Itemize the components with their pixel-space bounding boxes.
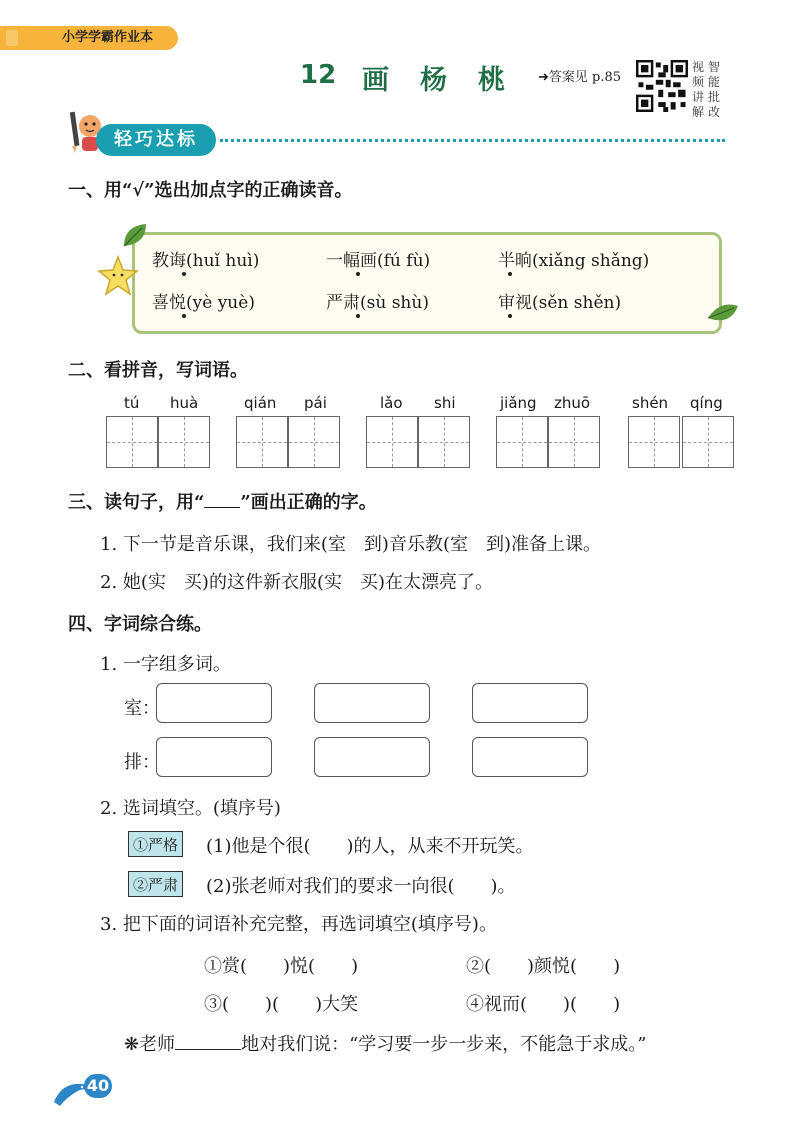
- series-tab: 小学学霸作业本: [0, 26, 178, 50]
- emphasis-dot: [182, 314, 186, 318]
- q4-part3: 3. 把下面的词语补充完整，再选词填空(填序号)。: [100, 914, 497, 935]
- pinyin-label: shén: [632, 394, 669, 412]
- q3-sentence-1: 1. 下一节是音乐课，我们来(室 到)音乐教(室 到)准备上课。: [100, 534, 601, 555]
- writing-grid: [628, 416, 736, 468]
- word-answer-box[interactable]: [314, 683, 430, 723]
- q3-prompt-pre: 三、读句子，用“: [68, 492, 205, 513]
- lesson-char-1: 画: [362, 65, 389, 96]
- char-label-shi: 室：: [124, 698, 160, 719]
- pinyin-label: tú: [124, 394, 140, 412]
- video-label-char: 批: [708, 90, 721, 104]
- star-icon: [96, 254, 140, 298]
- video-label-char: 解: [692, 105, 705, 119]
- pinyin-label: lǎo: [380, 394, 403, 412]
- video-labels: [692, 60, 720, 120]
- answer-reference: ➜答案见 p.85: [538, 70, 622, 85]
- writing-cell[interactable]: [366, 416, 418, 468]
- writing-grid: [106, 416, 212, 468]
- idiom-2: ②( )颜悦( ): [466, 956, 621, 977]
- leaf-icon: [120, 220, 150, 250]
- video-label-char: 智: [708, 60, 721, 74]
- idiom-4: ④视而( )( ): [466, 994, 621, 1015]
- writing-cell[interactable]: [628, 416, 680, 468]
- fill-blank[interactable]: [175, 1049, 241, 1050]
- q2-prompt: 二、看拼音，写词语。: [68, 360, 248, 381]
- qr-code-icon[interactable]: [636, 60, 688, 112]
- idiom-1: ①赏( )悦( ): [204, 956, 359, 977]
- pinyin-label: huà: [170, 394, 199, 412]
- underline-sample: [204, 507, 240, 508]
- word-answer-box[interactable]: [472, 737, 588, 777]
- writing-cell[interactable]: [158, 416, 210, 468]
- word-answer-box[interactable]: [156, 737, 272, 777]
- pinyin-item: 严肃(sù shù): [326, 293, 429, 313]
- emphasis-dot: [508, 314, 512, 318]
- option-tag-1: ①严格: [128, 831, 183, 857]
- q3-prompt: [68, 488, 377, 514]
- word-answer-box[interactable]: [472, 683, 588, 723]
- lesson-char-2: 杨: [420, 65, 447, 96]
- page-number: 40: [84, 1074, 112, 1098]
- q1-prompt: 一、用“√”选出加点字的正确读音。: [68, 180, 353, 201]
- word-answer-box[interactable]: [156, 683, 272, 723]
- fill-sentence-1: (1)他是个很( )的人，从来不开玩笑。: [206, 836, 534, 857]
- video-label-char: 讲: [692, 90, 705, 104]
- final-sentence: [124, 1030, 647, 1056]
- char-label-pai: 排：: [124, 752, 160, 773]
- section-banner: 轻巧达标: [96, 124, 216, 156]
- pinyin-label: jiǎng: [500, 394, 537, 412]
- q4-part2: 2. 选词填空。(填序号): [100, 798, 281, 819]
- option-tag-2: ②严肃: [128, 871, 183, 897]
- writing-cell[interactable]: [682, 416, 734, 468]
- emphasis-dot: [356, 314, 360, 318]
- lesson-number: 12: [300, 60, 337, 90]
- video-label-char: 改: [708, 105, 721, 119]
- pinyin-item: 喜悦(yè yuè): [152, 293, 255, 313]
- word-answer-box[interactable]: [314, 737, 430, 777]
- writing-cell[interactable]: [496, 416, 548, 468]
- writing-cell[interactable]: [548, 416, 600, 468]
- video-label-char: 视: [692, 60, 705, 74]
- pinyin-item: 审视(sěn shěn): [498, 293, 622, 313]
- emphasis-dot: [182, 272, 186, 276]
- pinyin-label: qián: [244, 394, 277, 412]
- writing-cell[interactable]: [288, 416, 340, 468]
- pinyin-item: 教诲(huǐ huì): [152, 251, 260, 271]
- writing-cell[interactable]: [236, 416, 288, 468]
- dotted-divider: [220, 139, 725, 142]
- idiom-3: ③( )( )大笑: [204, 994, 359, 1015]
- lesson-char-3: 桃: [478, 65, 505, 96]
- writing-cell[interactable]: [106, 416, 158, 468]
- q4-prompt: 四、字词综合练。: [68, 614, 212, 635]
- pinyin-item: 半晌(xiǎng shǎng): [498, 251, 650, 271]
- final-post: 地对我们说：“学习要一步一步来，不能急于求成。”: [241, 1034, 647, 1055]
- fill-sentence-2: (2)张老师对我们的要求一向很( )。: [206, 876, 516, 897]
- pinyin-label: qíng: [690, 394, 723, 412]
- video-label-char: 频: [692, 75, 705, 89]
- emphasis-dot: [508, 272, 512, 276]
- pinyin-label: zhuō: [554, 394, 591, 412]
- writing-cell[interactable]: [418, 416, 470, 468]
- pinyin-item: 一幅画(fú fù): [326, 251, 431, 271]
- emphasis-dot: [356, 272, 360, 276]
- q3-sentence-2: 2. 她(实 买)的这件新衣服(实 买)在太漂亮了。: [100, 572, 493, 593]
- pinyin-label: pái: [304, 394, 327, 412]
- final-pre: ❋老师: [124, 1034, 176, 1055]
- q3-prompt-post: ”画出正确的字。: [240, 492, 377, 513]
- writing-grid: [366, 416, 472, 468]
- video-label-char: 能: [708, 75, 721, 89]
- writing-grid: [496, 416, 602, 468]
- pinyin-label: shi: [434, 394, 456, 412]
- leaf-icon: [706, 298, 740, 328]
- writing-grid: [236, 416, 342, 468]
- q4-part1: 1. 一字组多词。: [100, 654, 231, 675]
